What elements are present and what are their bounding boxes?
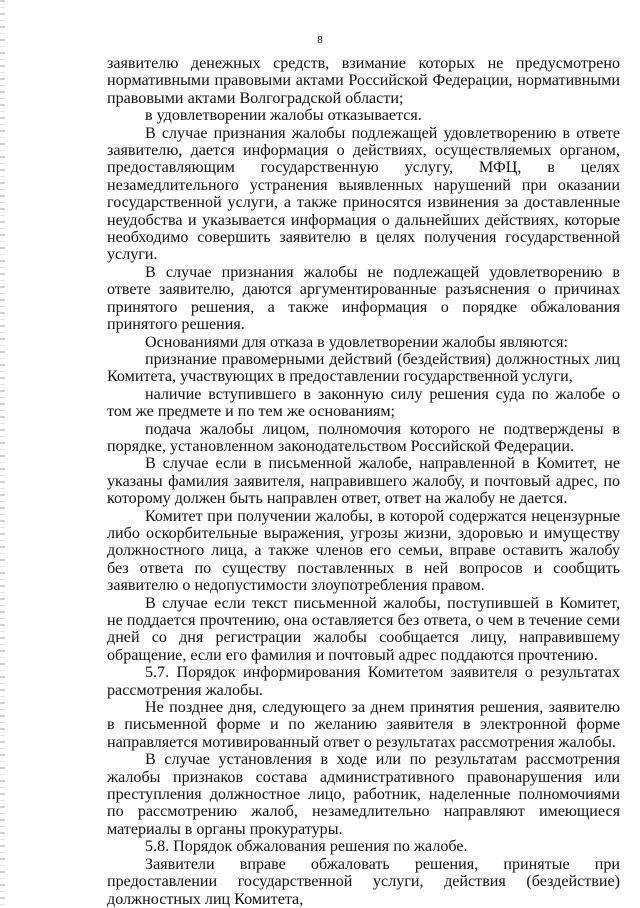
paragraph: В случае признания жалобы подлежащей удовлетворению в ответе заявителю, дается информация о действиях, осуществляемых органом, предоставляющим государственную услугу, МФЦ, в целях незамедлительного устранения выявленных нарушений при оказании государственной услуги, а также приносятся извинения за доставленные неудобства и указывается информация о дальнейших действиях, которые необходимо совершить заявителю в целях получения государственной услуги. (107, 124, 620, 264)
paragraph: подача жалобы лицом, полномочия которого не подтверждены в порядке, установленном законодательством Российской Федерации. (107, 420, 620, 455)
page-number: 8 (317, 34, 323, 46)
paragraph: в удовлетворении жалобы отказывается. (145, 107, 422, 125)
paragraph: Не позднее дня, следующего за днем принятия решения, заявителю в письменной форме и по желанию заявителя в электронной форме направляется мотивированный ответ о результатах рассмотрения жалобы. (107, 699, 620, 751)
paragraph: признание правомерными действий (бездействия) должностных лиц Комитета, участвующих в предоставлении государственной услуги, (107, 350, 620, 386)
document-body (107, 55, 620, 908)
paragraph: Заявители вправе обжаловать решения, принятые при предоставлении государственной услуги, действия (бездействие) должностных лиц Комитета, (107, 855, 620, 908)
scan-edge (0, 0, 5, 905)
paragraph: заявителю денежных средств, взимание которых не предусмотрено нормативными правовыми актами Российской Федерации, нормативными правовыми актами Волгоградской области; (107, 55, 620, 107)
paragraph: В случае установления в ходе или по результатам рассмотрения жалобы признаков состава административного правонарушения или преступления должностное лицо, работник, наделенные полномочиями по рассмотрению жалоб, незамедлительно направляют имеющиеся материалы в органы прокуратуры. (107, 751, 620, 838)
paragraph: В случае если в письменной жалобе, направленной в Комитет, не указаны фамилия заявителя, направившего жалобу, и почтовый адрес, по которому должен быть направлен ответ, ответ на жалобу не дается. (107, 455, 620, 508)
paragraph: Комитет при получении жалобы, в которой содержатся нецензурные либо оскорбительные выражения, угрозы жизни, здоровью и имуществу должностного лица, а также членов его семьи, вправе оставить жалобу без ответа по существу поставленных в ней вопросов и сообщить заявителю о недопустимости злоупотребления правом. (107, 507, 620, 595)
paragraph: В случае если текст письменной жалобы, поступившей в Комитет, не поддается прочтению, она оставляется без ответа, о чем в течение семи дней со дня регистрации жалобы сообщается лицу, направившему обращение, если его фамилия и почтовый адрес поддаются прочтению. (107, 594, 620, 664)
section-heading: 5.7. Порядок информирования Комитетом заявителя о результатах рассмотрения жалобы. (107, 664, 620, 699)
paragraph: наличие вступившего в законную силу решения суда по жалобе о том же предмете и по тем же основаниям; (107, 385, 620, 421)
paragraph: Основаниями для отказа в удовлетворении жалобы являются: (145, 333, 569, 351)
paragraph: В случае признания жалобы не подлежащей удовлетворению в ответе заявителю, даются аргументированные разъяснения о причинах принятого решения, а также информация о порядке обжалования принятого решения. (107, 263, 620, 334)
section-heading: 5.8. Порядок обжалования решения по жалобе. (145, 838, 468, 856)
